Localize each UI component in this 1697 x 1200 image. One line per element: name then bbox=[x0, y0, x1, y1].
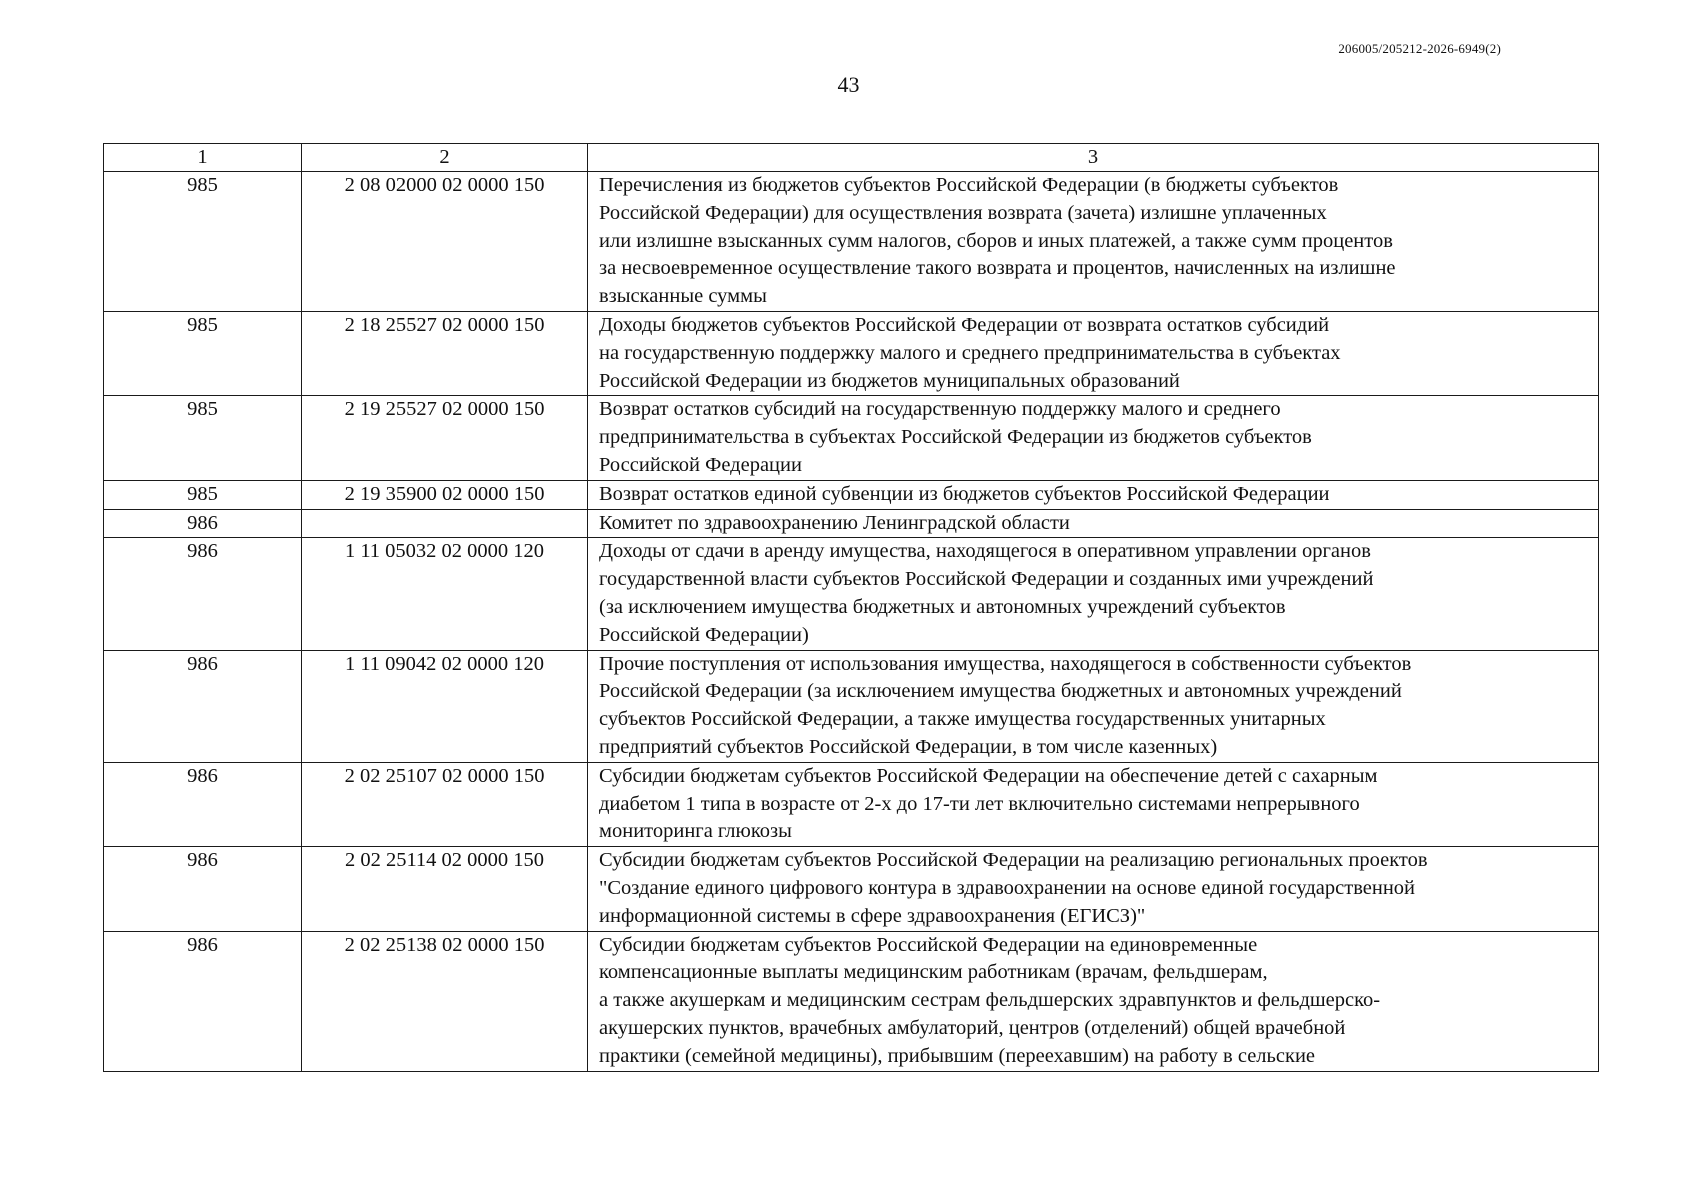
column-header-3: 3 bbox=[588, 144, 1599, 172]
description-cell bbox=[588, 650, 1599, 762]
description-line: Российской Федерации из бюджетов муниципальных образований bbox=[599, 369, 1180, 392]
admin-code-cell: 985 bbox=[104, 396, 302, 480]
budget-code-cell bbox=[302, 509, 588, 538]
budget-code-cell: 2 08 02000 02 0000 150 bbox=[302, 172, 588, 312]
description-line: Доходы от сдачи в аренду имущества, находящегося в оперативном управлении органов bbox=[599, 540, 1371, 563]
description-cell bbox=[588, 847, 1599, 931]
description-line: "Создание единого цифрового контура в здравоохранении на основе единой государственной bbox=[599, 876, 1416, 899]
description-line: Субсидии бюджетам субъектов Российской Федерации на обеспечение детей с сахарным bbox=[599, 764, 1378, 787]
table-row bbox=[104, 311, 1599, 395]
description-cell bbox=[588, 172, 1599, 312]
description-line: на государственную поддержку малого и среднего предпринимательства в субъектах bbox=[599, 341, 1341, 364]
table-row bbox=[104, 847, 1599, 931]
description-line: предприятий субъектов Российской Федерации, в том числе казенных) bbox=[599, 735, 1218, 758]
description-line: (за исключением имущества бюджетных и автономных учреждений субъектов bbox=[599, 595, 1286, 618]
description-line: Доходы бюджетов субъектов Российской Федерации от возврата остатков субсидий bbox=[599, 313, 1330, 336]
description-cell bbox=[588, 509, 1599, 538]
description-line: государственной власти субъектов Российской Федерации и созданных ими учреждений bbox=[599, 568, 1374, 591]
description-line: Российской Федерации) bbox=[599, 623, 809, 646]
document-id: 206005/205212-2026-6949(2) bbox=[1338, 41, 1501, 56]
description-cell bbox=[588, 396, 1599, 480]
description-line: Российской Федерации bbox=[599, 453, 802, 476]
table-row bbox=[104, 650, 1599, 762]
description-line: Возврат остатков единой субвенции из бюджетов субъектов Российской Федерации bbox=[599, 482, 1330, 505]
table-row bbox=[104, 480, 1599, 509]
description-line: а также акушеркам и медицинским сестрам фельдшерских здравпунктов и фельдшерско- bbox=[599, 989, 1381, 1012]
description-line: предпринимательства в субъектах Российской Федерации из бюджетов субъектов bbox=[599, 426, 1312, 449]
description-line: Субсидии бюджетам субъектов Российской Федерации на реализацию региональных проектов bbox=[599, 849, 1428, 872]
description-line: Российской Федерации (за исключением имущества бюджетных и автономных учреждений bbox=[599, 680, 1402, 703]
description-line: или излишне взысканных сумм налогов, сборов и иных платежей, а также сумм процентов bbox=[599, 229, 1393, 252]
table-row bbox=[104, 538, 1599, 650]
description-line: Прочие поступления от использования имущества, находящегося в собственности субъектов bbox=[599, 652, 1412, 675]
description-line: Субсидии бюджетам субъектов Российской Федерации на единовременные bbox=[599, 933, 1258, 956]
description-line: мониторинга глюкозы bbox=[599, 820, 792, 843]
admin-code-cell: 986 bbox=[104, 509, 302, 538]
admin-code-cell: 985 bbox=[104, 172, 302, 312]
admin-code-cell: 985 bbox=[104, 311, 302, 395]
admin-code-cell: 986 bbox=[104, 847, 302, 931]
budget-code-cell: 1 11 09042 02 0000 120 bbox=[302, 650, 588, 762]
admin-code-cell: 986 bbox=[104, 931, 302, 1071]
table-row bbox=[104, 762, 1599, 846]
description-line: Возврат остатков субсидий на государственную поддержку малого и среднего bbox=[599, 398, 1281, 421]
admin-code-cell: 986 bbox=[104, 538, 302, 650]
description-line: Комитет по здравоохранению Ленинградской области bbox=[599, 511, 1070, 534]
budget-code-cell: 1 11 05032 02 0000 120 bbox=[302, 538, 588, 650]
budget-code-cell: 2 19 35900 02 0000 150 bbox=[302, 480, 588, 509]
description-line: за несвоевременное осуществление такого возврата и процентов, начисленных на излишне bbox=[599, 257, 1396, 280]
table-body bbox=[104, 144, 1599, 1072]
budget-code-cell: 2 18 25527 02 0000 150 bbox=[302, 311, 588, 395]
description-cell bbox=[588, 538, 1599, 650]
table-header-row bbox=[104, 144, 1599, 172]
budget-code-cell: 2 02 25107 02 0000 150 bbox=[302, 762, 588, 846]
table-row bbox=[104, 509, 1599, 538]
description-line: компенсационные выплаты медицинским работникам (врачам, фельдшерам, bbox=[599, 961, 1268, 984]
budget-code-cell: 2 19 25527 02 0000 150 bbox=[302, 396, 588, 480]
description-line: информационной системы в сфере здравоохранения (ЕГИСЗ)" bbox=[599, 904, 1146, 927]
description-line: взысканные суммы bbox=[599, 285, 767, 308]
column-header-2: 2 bbox=[302, 144, 588, 172]
description-cell bbox=[588, 311, 1599, 395]
column-header-1: 1 bbox=[104, 144, 302, 172]
description-line: Российской Федерации) для осуществления возврата (зачета) излишне уплаченных bbox=[599, 201, 1327, 224]
description-line: Перечисления из бюджетов субъектов Российской Федерации (в бюджеты субъектов bbox=[599, 174, 1339, 196]
table-row bbox=[104, 396, 1599, 480]
page-number: 43 bbox=[837, 72, 860, 97]
budget-code-cell: 2 02 25114 02 0000 150 bbox=[302, 847, 588, 931]
description-line: диабетом 1 типа в возрасте от 2-х до 17-ти лет включительно системами непрерывного bbox=[599, 792, 1360, 815]
description-line: практики (семейной медицины), прибывшим (переехавшим) на работу в сельские bbox=[599, 1044, 1316, 1067]
admin-code-cell: 985 bbox=[104, 480, 302, 509]
table-row bbox=[104, 931, 1599, 1071]
budget-code-cell: 2 02 25138 02 0000 150 bbox=[302, 931, 588, 1071]
description-line: субъектов Российской Федерации, а также имущества государственных унитарных bbox=[599, 708, 1326, 731]
income-codes-table bbox=[103, 143, 1599, 1072]
description-cell bbox=[588, 762, 1599, 846]
description-cell bbox=[588, 931, 1599, 1071]
description-line: акушерских пунктов, врачебных амбулаторий, центров (отделений) общей врачебной bbox=[599, 1016, 1346, 1039]
description-cell bbox=[588, 480, 1599, 509]
admin-code-cell: 986 bbox=[104, 762, 302, 846]
admin-code-cell: 986 bbox=[104, 650, 302, 762]
table-row bbox=[104, 172, 1599, 312]
